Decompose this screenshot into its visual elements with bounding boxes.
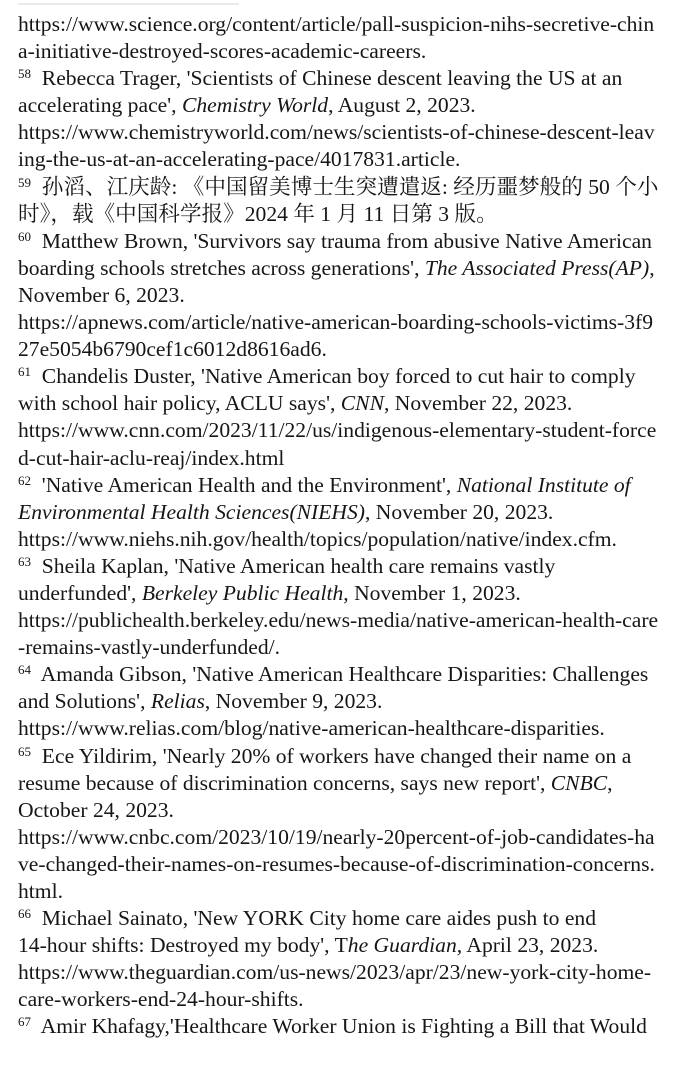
body-text: resume because of discrimination concerns, says new report', bbox=[18, 770, 551, 795]
text-line bbox=[18, 986, 678, 1013]
text-line bbox=[18, 255, 678, 282]
footnote-number: 63 bbox=[18, 553, 31, 569]
body-text: Ece Yildirim, 'Nearly 20% of workers have changed their name on a bbox=[31, 743, 632, 768]
text-line bbox=[18, 445, 678, 472]
body-text: Michael Sainato, 'New YORK City home care aides push to end bbox=[31, 906, 597, 931]
text-line bbox=[18, 201, 678, 228]
text-line bbox=[18, 607, 678, 634]
text-line bbox=[18, 878, 678, 905]
text-line bbox=[18, 65, 678, 92]
body-text: https://www.cnn.com/2023/11/22/us/indigenous-elementary-student-force bbox=[18, 418, 657, 443]
body-text: 'Native American Health and the Environment', bbox=[31, 472, 457, 497]
text-line bbox=[18, 770, 678, 797]
text-line bbox=[18, 634, 678, 661]
italic-text: CNBC bbox=[550, 770, 608, 795]
body-text: , August 2, 2023. bbox=[328, 93, 476, 118]
text-line bbox=[18, 390, 678, 417]
italic-text: Relias bbox=[150, 689, 205, 714]
body-text: a-initiative-destroyed-scores-academic-careers. bbox=[18, 39, 427, 64]
footnotes-text bbox=[18, 11, 678, 1041]
footnote-number: 60 bbox=[18, 228, 31, 244]
body-text: Sheila Kaplan, 'Native American health care remains vastly bbox=[31, 553, 556, 578]
text-line bbox=[18, 174, 678, 201]
italic-text: The Associated Press(AP) bbox=[424, 255, 650, 280]
text-line bbox=[18, 553, 678, 580]
cropped-line-remnant bbox=[18, 3, 239, 5]
body-text: Chandelis Duster, 'Native American boy forced to cut hair to comply bbox=[31, 364, 636, 389]
body-text: -remains-vastly-underfunded/. bbox=[18, 635, 281, 660]
body-text: Rebecca Trager, 'Scientists of Chinese descent leaving the US at an bbox=[31, 66, 623, 91]
text-line bbox=[18, 417, 678, 444]
body-text: April 23, 2023. bbox=[462, 933, 599, 958]
body-text: ve-changed-their-names-on-resumes-because-of-discrimination-concerns. bbox=[18, 851, 655, 876]
body-text: 27e5054b6790cef1c6012d8616ad6. bbox=[18, 337, 327, 362]
italic-text: Berkeley Public Health bbox=[141, 580, 344, 605]
body-text: https://www.cnbc.com/2023/10/19/nearly-20percent-of-job-candidates-ha bbox=[18, 824, 655, 849]
text-line bbox=[18, 472, 678, 499]
text-line bbox=[18, 228, 678, 255]
italic-text: Chemistry World bbox=[181, 93, 329, 118]
body-text: , bbox=[607, 770, 613, 795]
italic-text: he Guardian, bbox=[347, 933, 463, 958]
text-line bbox=[18, 932, 678, 959]
text-line bbox=[18, 526, 678, 553]
body-text: https://www.relias.com/blog/native-american-healthcare-disparities. bbox=[18, 716, 605, 741]
footnote-number: 62 bbox=[18, 472, 31, 488]
body-text: boarding schools stretches across generations', bbox=[18, 255, 425, 280]
body-text: 14-hour shifts: Destroyed my body', T bbox=[18, 933, 348, 958]
body-text: , bbox=[649, 255, 655, 280]
body-text: , November 9, 2023. bbox=[204, 689, 383, 714]
body-text: , November 22, 2023. bbox=[384, 391, 573, 416]
text-line bbox=[18, 959, 678, 986]
body-text: November 6, 2023. bbox=[18, 282, 185, 307]
body-text: d-cut-hair-aclu-reaj/index.html bbox=[18, 445, 285, 470]
footnote-number: 61 bbox=[18, 364, 31, 380]
footnote-number: 65 bbox=[18, 743, 31, 759]
body-text: ing-the-us-at-an-accelerating-pace/4017831.article. bbox=[18, 147, 461, 172]
footnote-number: 64 bbox=[18, 662, 31, 678]
text-line bbox=[18, 797, 678, 824]
italic-text: Environmental Health Sciences(NIEHS) bbox=[18, 499, 365, 524]
body-text: Amanda Gibson, 'Native American Healthcare Disparities: Challenges bbox=[31, 662, 649, 687]
body-text: Matthew Brown, 'Survivors say trauma from abusive Native American bbox=[31, 228, 652, 253]
text-line bbox=[18, 580, 678, 607]
footnote-number: 59 bbox=[18, 174, 31, 190]
body-text: https://www.chemistryworld.com/news/scientists-of-chinese-descent-leav bbox=[18, 120, 655, 145]
text-line bbox=[18, 905, 678, 932]
italic-text: National Institute of bbox=[456, 472, 631, 497]
text-line bbox=[18, 92, 678, 119]
text-line bbox=[18, 743, 678, 770]
text-line bbox=[18, 499, 678, 526]
body-text: , November 20, 2023. bbox=[365, 499, 554, 524]
footnote-number: 66 bbox=[18, 906, 31, 922]
text-line bbox=[18, 363, 678, 390]
body-text: https://apnews.com/article/native-american-boarding-schools-victims-3f9 bbox=[18, 310, 654, 335]
text-line bbox=[18, 824, 678, 851]
body-text: https://publichealth.berkeley.edu/news-media/native-american-health-care bbox=[18, 608, 659, 633]
body-text: October 24, 2023. bbox=[18, 797, 174, 822]
body-text: https://www.niehs.nih.gov/health/topics/population/native/index.cfm. bbox=[18, 526, 617, 551]
body-text: https://www.theguardian.com/us-news/2023/apr/23/new-york-city-home- bbox=[18, 960, 652, 985]
text-line bbox=[18, 715, 678, 742]
text-line bbox=[18, 688, 678, 715]
footnote-number: 67 bbox=[18, 1014, 31, 1030]
text-line bbox=[18, 11, 678, 38]
footnote-number: 58 bbox=[18, 66, 31, 82]
body-text: care-workers-end-24-hour-shifts. bbox=[18, 987, 304, 1012]
text-line bbox=[18, 309, 678, 336]
body-text: , November 1, 2023. bbox=[343, 580, 521, 605]
body-text: html. bbox=[18, 879, 63, 903]
body-text: https://www.science.org/content/article/pall-suspicion-nihs-secretive-chin bbox=[18, 12, 655, 36]
text-line bbox=[18, 119, 678, 146]
italic-text: CNN bbox=[340, 391, 384, 416]
text-line bbox=[18, 1013, 678, 1040]
text-line bbox=[18, 336, 678, 363]
body-text: 时》，载《中国科学报》2024 年 1 月 11 日第 3 版。 bbox=[18, 201, 498, 226]
body-text: underfunded', bbox=[18, 580, 142, 605]
body-text: with school hair policy, ACLU says', bbox=[18, 391, 341, 416]
text-line bbox=[18, 851, 678, 878]
text-line bbox=[18, 146, 678, 173]
text-line bbox=[18, 282, 678, 309]
text-line bbox=[18, 38, 678, 65]
text-line bbox=[18, 661, 678, 688]
body-text: Amir Khafagy,'Healthcare Worker Union is Fighting a Bill that Would bbox=[31, 1014, 647, 1039]
body-text: 孙滔、江庆龄: 《中国留美博士生突遭遣返: 经历噩梦般的 50 个小 bbox=[31, 174, 659, 199]
body-text: accelerating pace', bbox=[18, 93, 182, 118]
body-text: and Solutions', bbox=[18, 689, 151, 714]
